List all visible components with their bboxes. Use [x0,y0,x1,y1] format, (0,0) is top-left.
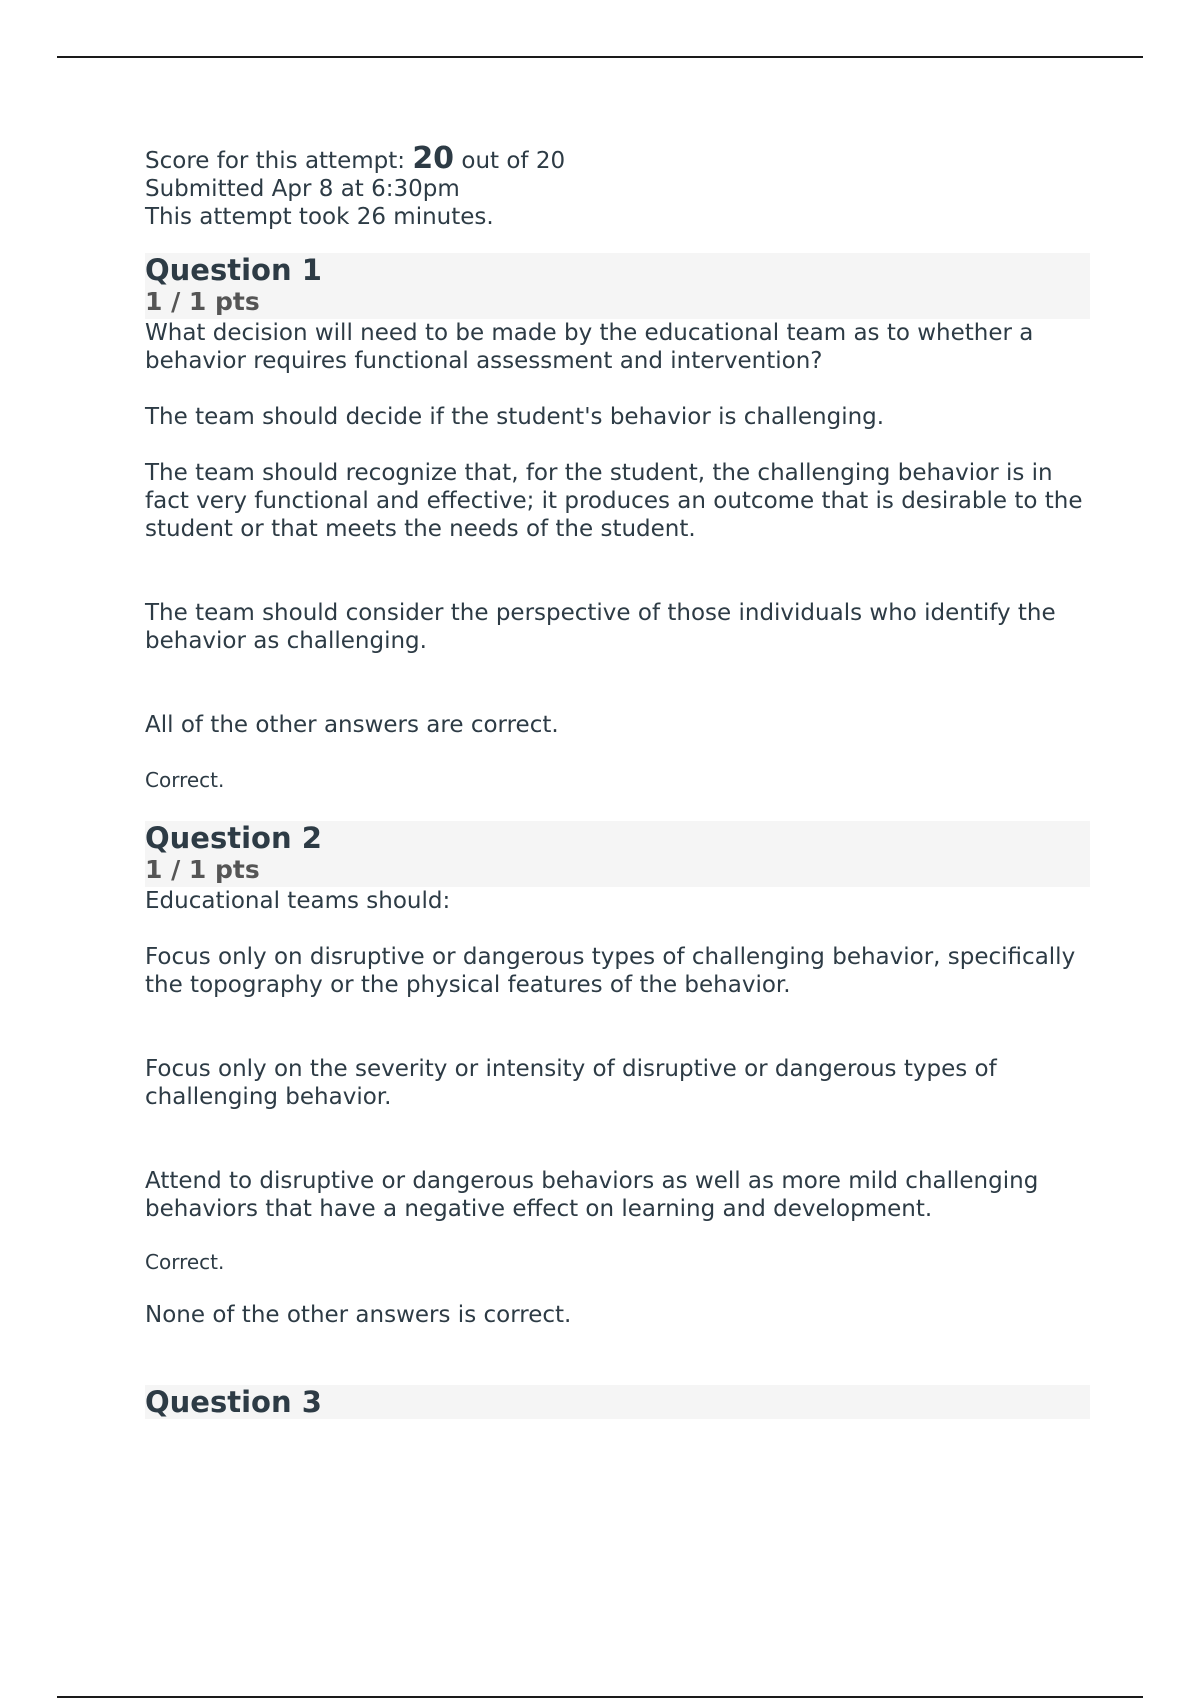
question-points: 1 / 1 pts [145,287,260,316]
top-rule [57,56,1143,58]
answer-option[interactable]: Focus only on the severity or intensity of disruptive or dangerous types of challenging behavior. [145,1056,997,1110]
question-title: Question 1 [145,253,322,287]
question-text: What decision will need to be made by the educational team as to whether a behavior requires functional assessment and intervention? [145,320,1034,374]
score-line [145,141,1090,176]
answer-option[interactable]: The team should consider the perspective of those individuals who identify the behavior as challenging. [145,600,1056,654]
question-points: 1 / 1 pts [145,855,260,884]
score-label: Score for this attempt: [145,148,405,174]
answer-option[interactable]: None of the other answers is correct. [145,1302,572,1328]
question-1 [145,253,1090,793]
answer-option[interactable]: All of the other answers are correct. [145,712,559,738]
answer-feedback: Correct. [145,768,225,792]
score-out-of: out of 20 [461,148,566,174]
question-header [145,821,1090,887]
question-3 [145,1385,1090,1419]
question-title: Question 3 [145,1385,322,1419]
answer-option[interactable]: The team should decide if the student's behavior is challenging. [145,404,885,430]
attempt-summary [145,141,1090,231]
answer-option[interactable]: Attend to disruptive or dangerous behaviors as well as more mild challenging behaviors that have a negative effect on learning and development. [145,1168,1039,1222]
submitted-time: Submitted Apr 8 at 6:30pm [145,176,460,202]
answer-option[interactable]: The team should recognize that, for the student, the challenging behavior is in fact very functional and effective; it produces an outcome that is desirable to the student or that meets the needs of the student. [145,460,1083,542]
question-text: Educational teams should: [145,888,451,914]
question-2 [145,821,1090,1329]
quiz-results [145,141,1090,1419]
question-header [145,1385,1090,1419]
question-title: Question 2 [145,821,322,855]
attempt-duration: This attempt took 26 minutes. [145,204,494,230]
answer-option[interactable]: Focus only on disruptive or dangerous types of challenging behavior, specifically the topography or the physical features of the behavior. [145,944,1076,998]
score-value: 20 [412,141,455,176]
question-header [145,253,1090,319]
bottom-rule [57,1696,1143,1698]
answer-feedback: Correct. [145,1250,225,1274]
